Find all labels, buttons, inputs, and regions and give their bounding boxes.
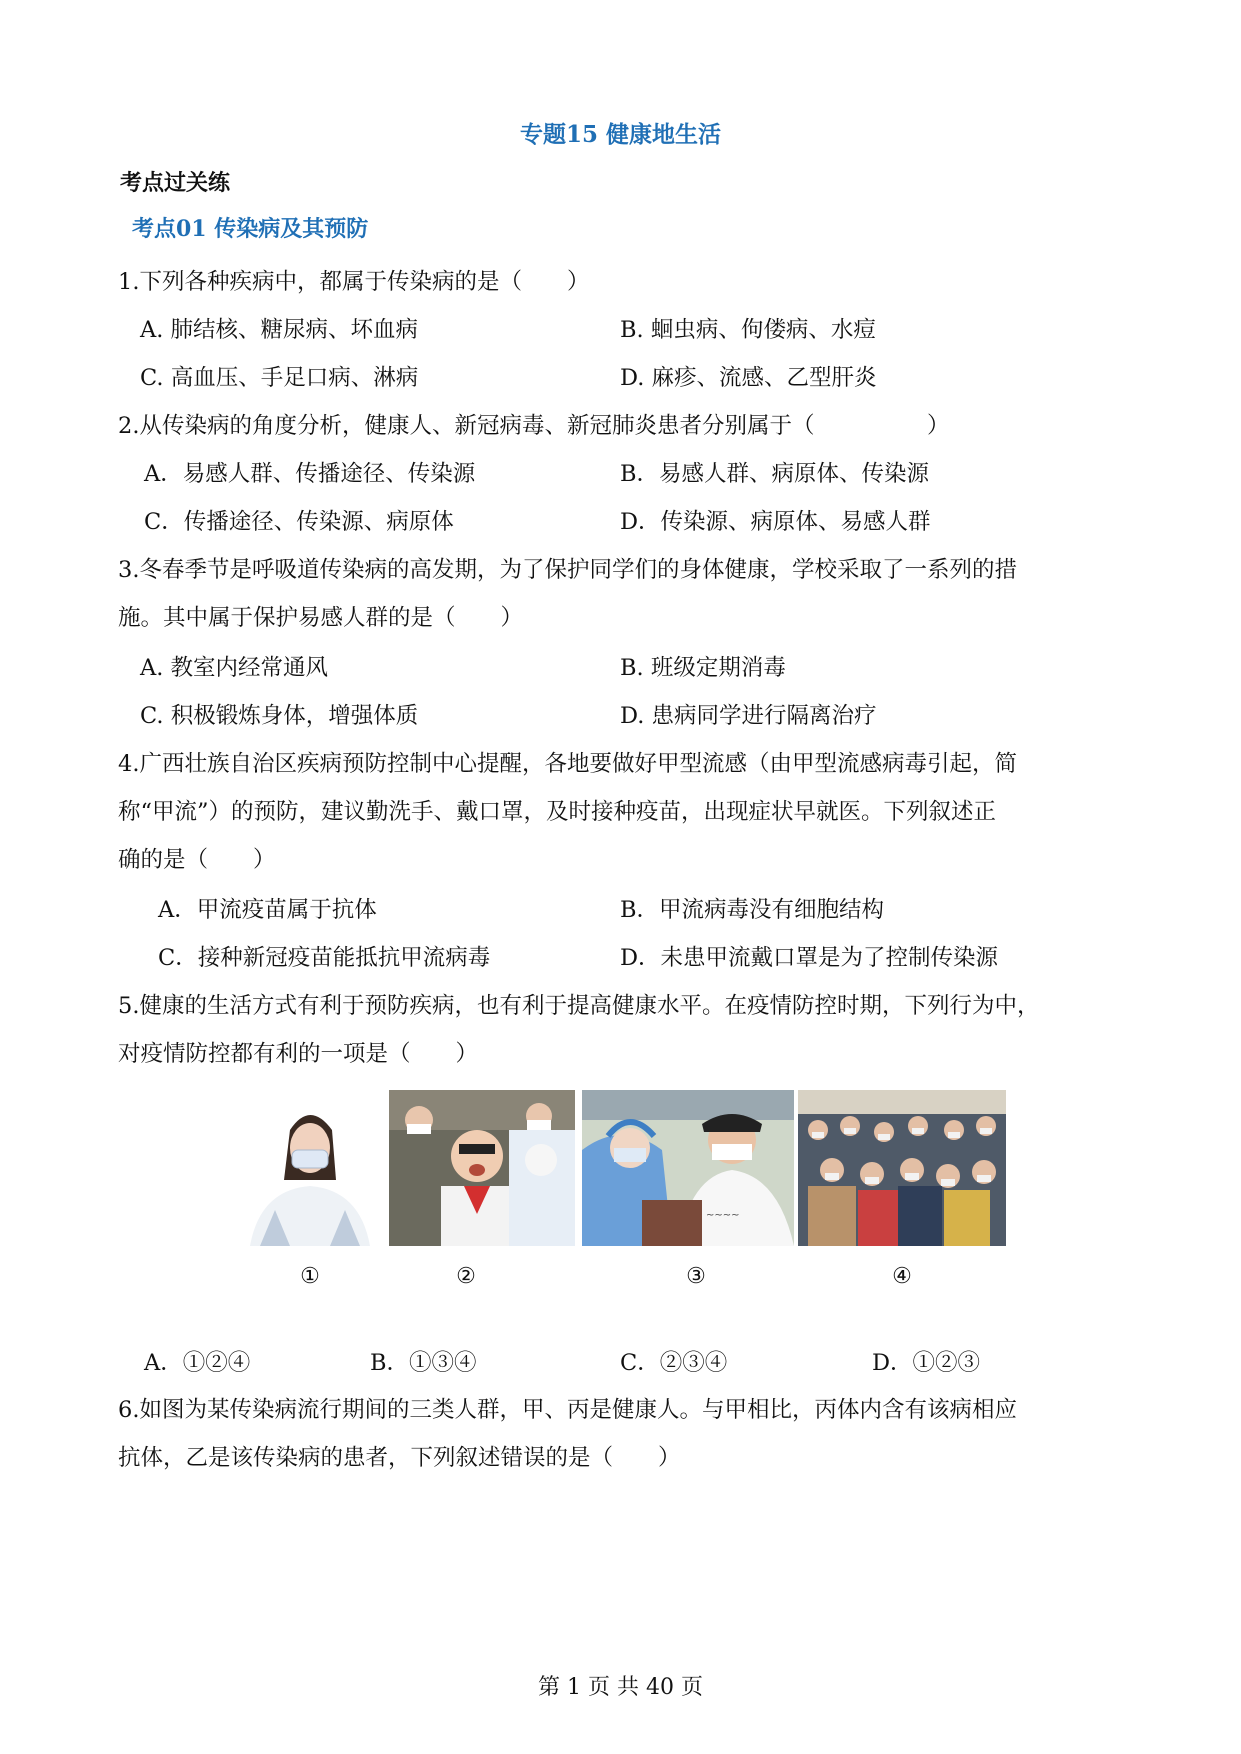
question-2-option-b: B．易感人群、病原体、传染源 — [620, 461, 930, 487]
question-2-option-d: D．传染源、病原体、易感人群 — [620, 509, 931, 535]
question-4-option-d: D．未患甲流戴口罩是为了控制传染源 — [620, 945, 999, 971]
question-2-option-c: C．传播途径、传染源、病原体 — [144, 509, 454, 535]
image-label-1: ① — [300, 1264, 320, 1289]
question-5-option-b: B．①③④ — [370, 1350, 477, 1376]
question-4-line-3: 确的是（ ） — [118, 847, 276, 873]
question-3-option-c: C. 积极锻炼身体，增强体质 — [140, 703, 419, 729]
question-1-stem: 1.下列各种疾病中，都属于传染病的是（ ） — [118, 269, 590, 295]
section-heading: 考点过关练 — [120, 170, 231, 196]
question-5-line-2: 对疫情防控都有利的一项是（ ） — [118, 1041, 479, 1067]
question-3-option-b: B. 班级定期消毒 — [620, 655, 786, 681]
question-5-option-a: A．①②④ — [144, 1350, 251, 1376]
question-2-option-a: A．易感人群、传播途径、传染源 — [144, 461, 476, 487]
crowded-gathering-image — [798, 1090, 1006, 1246]
question-3-option-d: D. 患病同学进行隔离治疗 — [620, 703, 877, 729]
image-label-3: ③ — [686, 1264, 706, 1289]
vaccination-image — [582, 1090, 794, 1246]
question-1-option-d: D. 麻疹、流感、乙型肝炎 — [620, 365, 877, 391]
question-3-line-2: 施。其中属于保护易感人群的是（ ） — [118, 605, 524, 631]
question-4-option-b: B．甲流病毒没有细胞结构 — [620, 897, 885, 923]
woman-wearing-mask-image — [240, 1090, 380, 1246]
question-1-option-c: C. 高血压、手足口病、淋病 — [140, 365, 419, 391]
question-1-option-a: A. 肺结核、糖尿病、坏血病 — [140, 317, 419, 343]
question-4-option-c: C．接种新冠疫苗能抵抗甲流病毒 — [158, 945, 491, 971]
svg-text:~~~~: ~~~~ — [706, 1210, 740, 1221]
page-footer: 第 1 页 共 40 页 — [538, 1675, 703, 1700]
question-6-line-2: 抗体，乙是该传染病的患者，下列叙述错误的是（ ） — [118, 1445, 681, 1471]
document-title: 专题15 健康地生活 — [519, 121, 721, 148]
question-1-option-b: B. 蛔虫病、佝偻病、水痘 — [620, 317, 876, 343]
question-6-line-1: 6.如图为某传染病流行期间的三类人群，甲、丙是健康人。与甲相比，丙体内含有该病相应 — [118, 1397, 1017, 1423]
question-3-line-1: 3.冬春季节是呼吸道传染病的高发期，为了保护同学们的身体健康，学校采取了一系列的措 — [118, 557, 1017, 583]
question-5-option-c: C．②③④ — [620, 1350, 728, 1376]
image-label-2: ② — [456, 1264, 476, 1289]
question-2-stem: 2.从传染病的角度分析，健康人、新冠病毒、新冠肺炎患者分别属于（ ） — [118, 413, 950, 439]
students-temperature-check-image — [389, 1090, 575, 1246]
question-5-line-1: 5.健康的生活方式有利于预防疾病，也有利于提高健康水平。在疫情防控时期，下列行为中， — [118, 993, 1040, 1019]
question-4-line-2: 称“甲流”）的预防，建议勤洗手、戴口罩，及时接种疫苗，出现症状早就医。下列叙述正 — [118, 799, 997, 825]
image-label-4: ④ — [892, 1264, 912, 1289]
question-4-line-1: 4.广西壮族自治区疾病预防控制中心提醒，各地要做好甲型流感（由甲型流感病毒引起，简 — [118, 751, 1017, 777]
question-4-option-a: A．甲流疫苗属于抗体 — [158, 897, 377, 923]
question-3-option-a: A. 教室内经常通风 — [140, 655, 329, 681]
question-5-option-d: D．①②③ — [872, 1350, 981, 1376]
topic-heading: 考点01 传染病及其预防 — [132, 216, 369, 242]
